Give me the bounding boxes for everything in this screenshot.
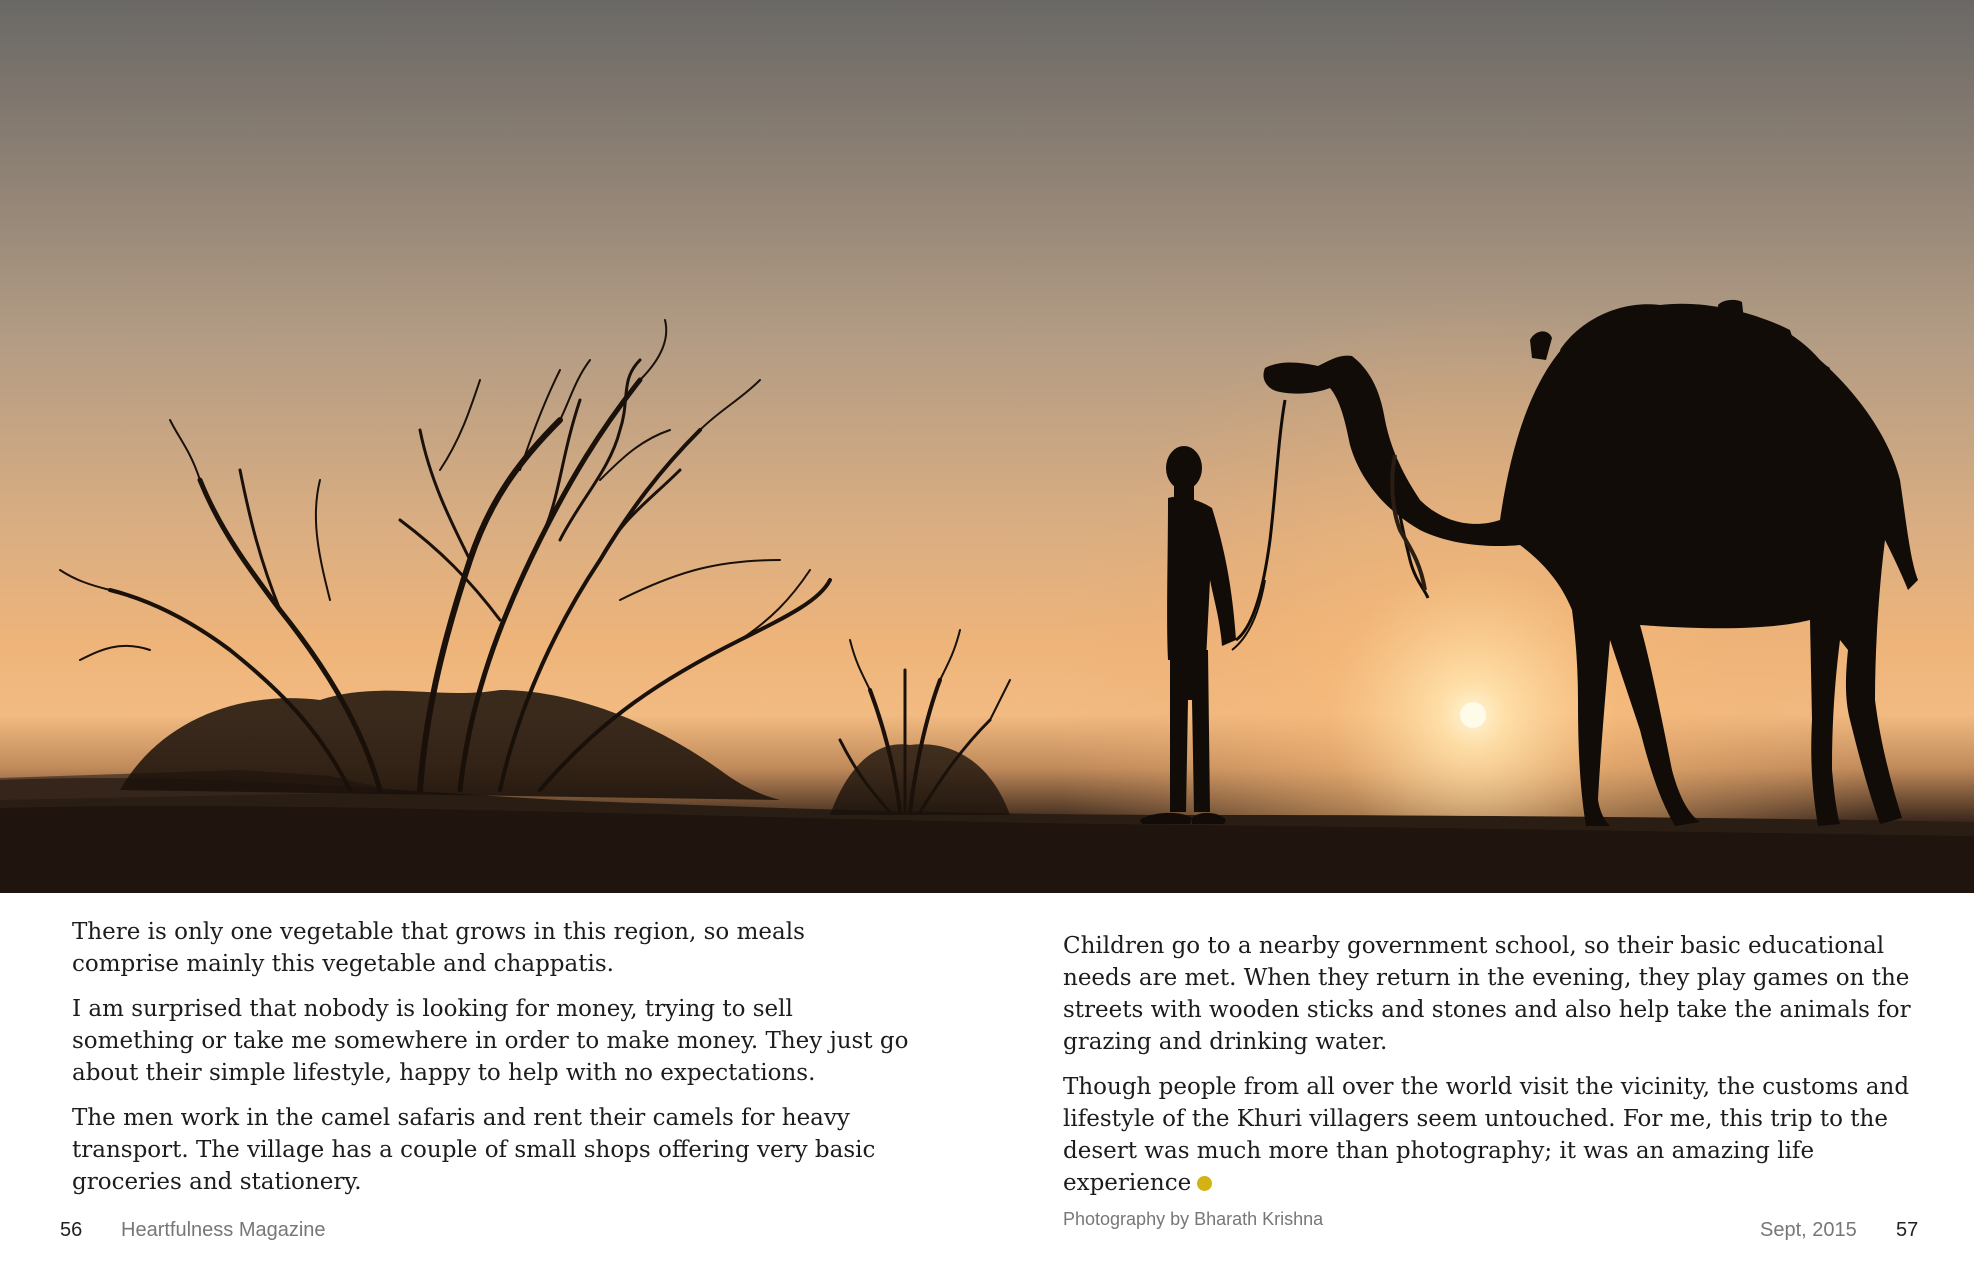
- issue-date: Sept, 2015: [1760, 1219, 1857, 1241]
- paragraph: There is only one vegetable that grows in this region, so meals comprise mainly this vegetable and chappatis.: [72, 919, 805, 977]
- sun: [1460, 702, 1486, 728]
- paragraph: I am surprised that nobody is looking for money, trying to sell something or take me somewhere in order to make money. They just go about their simple lifestyle, happy to help with no expectations.: [72, 996, 909, 1086]
- paragraph: [1063, 1071, 1923, 1199]
- photo-credit: Photography by Bharath Krishna: [1063, 1209, 1324, 1229]
- magazine-name: Heartfulness Magazine: [121, 1219, 326, 1241]
- left-page-number: 56: [60, 1219, 83, 1241]
- right-column-text: [1063, 930, 1923, 1212]
- left-column-text: [72, 916, 912, 1211]
- right-page-number: 57: [1896, 1219, 1919, 1241]
- end-mark-icon: [1197, 1176, 1212, 1191]
- paragraph: Children go to a nearby government school, so their basic educational needs are met. When they return in the evening, they play games on the streets with wooden sticks and stones and also help take the animals for grazing and drinking water.: [1063, 933, 1911, 1055]
- paragraph: The men work in the camel safaris and rent their camels for heavy transport. The village has a couple of small shops offering very basic groceries and stationery.: [72, 1105, 876, 1195]
- paragraph-text: Though people from all over the world visit the vicinity, the customs and lifestyle of the Khuri villagers seem untouched. For me, this trip to the desert was much more than photography; it was an amazing life experience: [1063, 1074, 1910, 1196]
